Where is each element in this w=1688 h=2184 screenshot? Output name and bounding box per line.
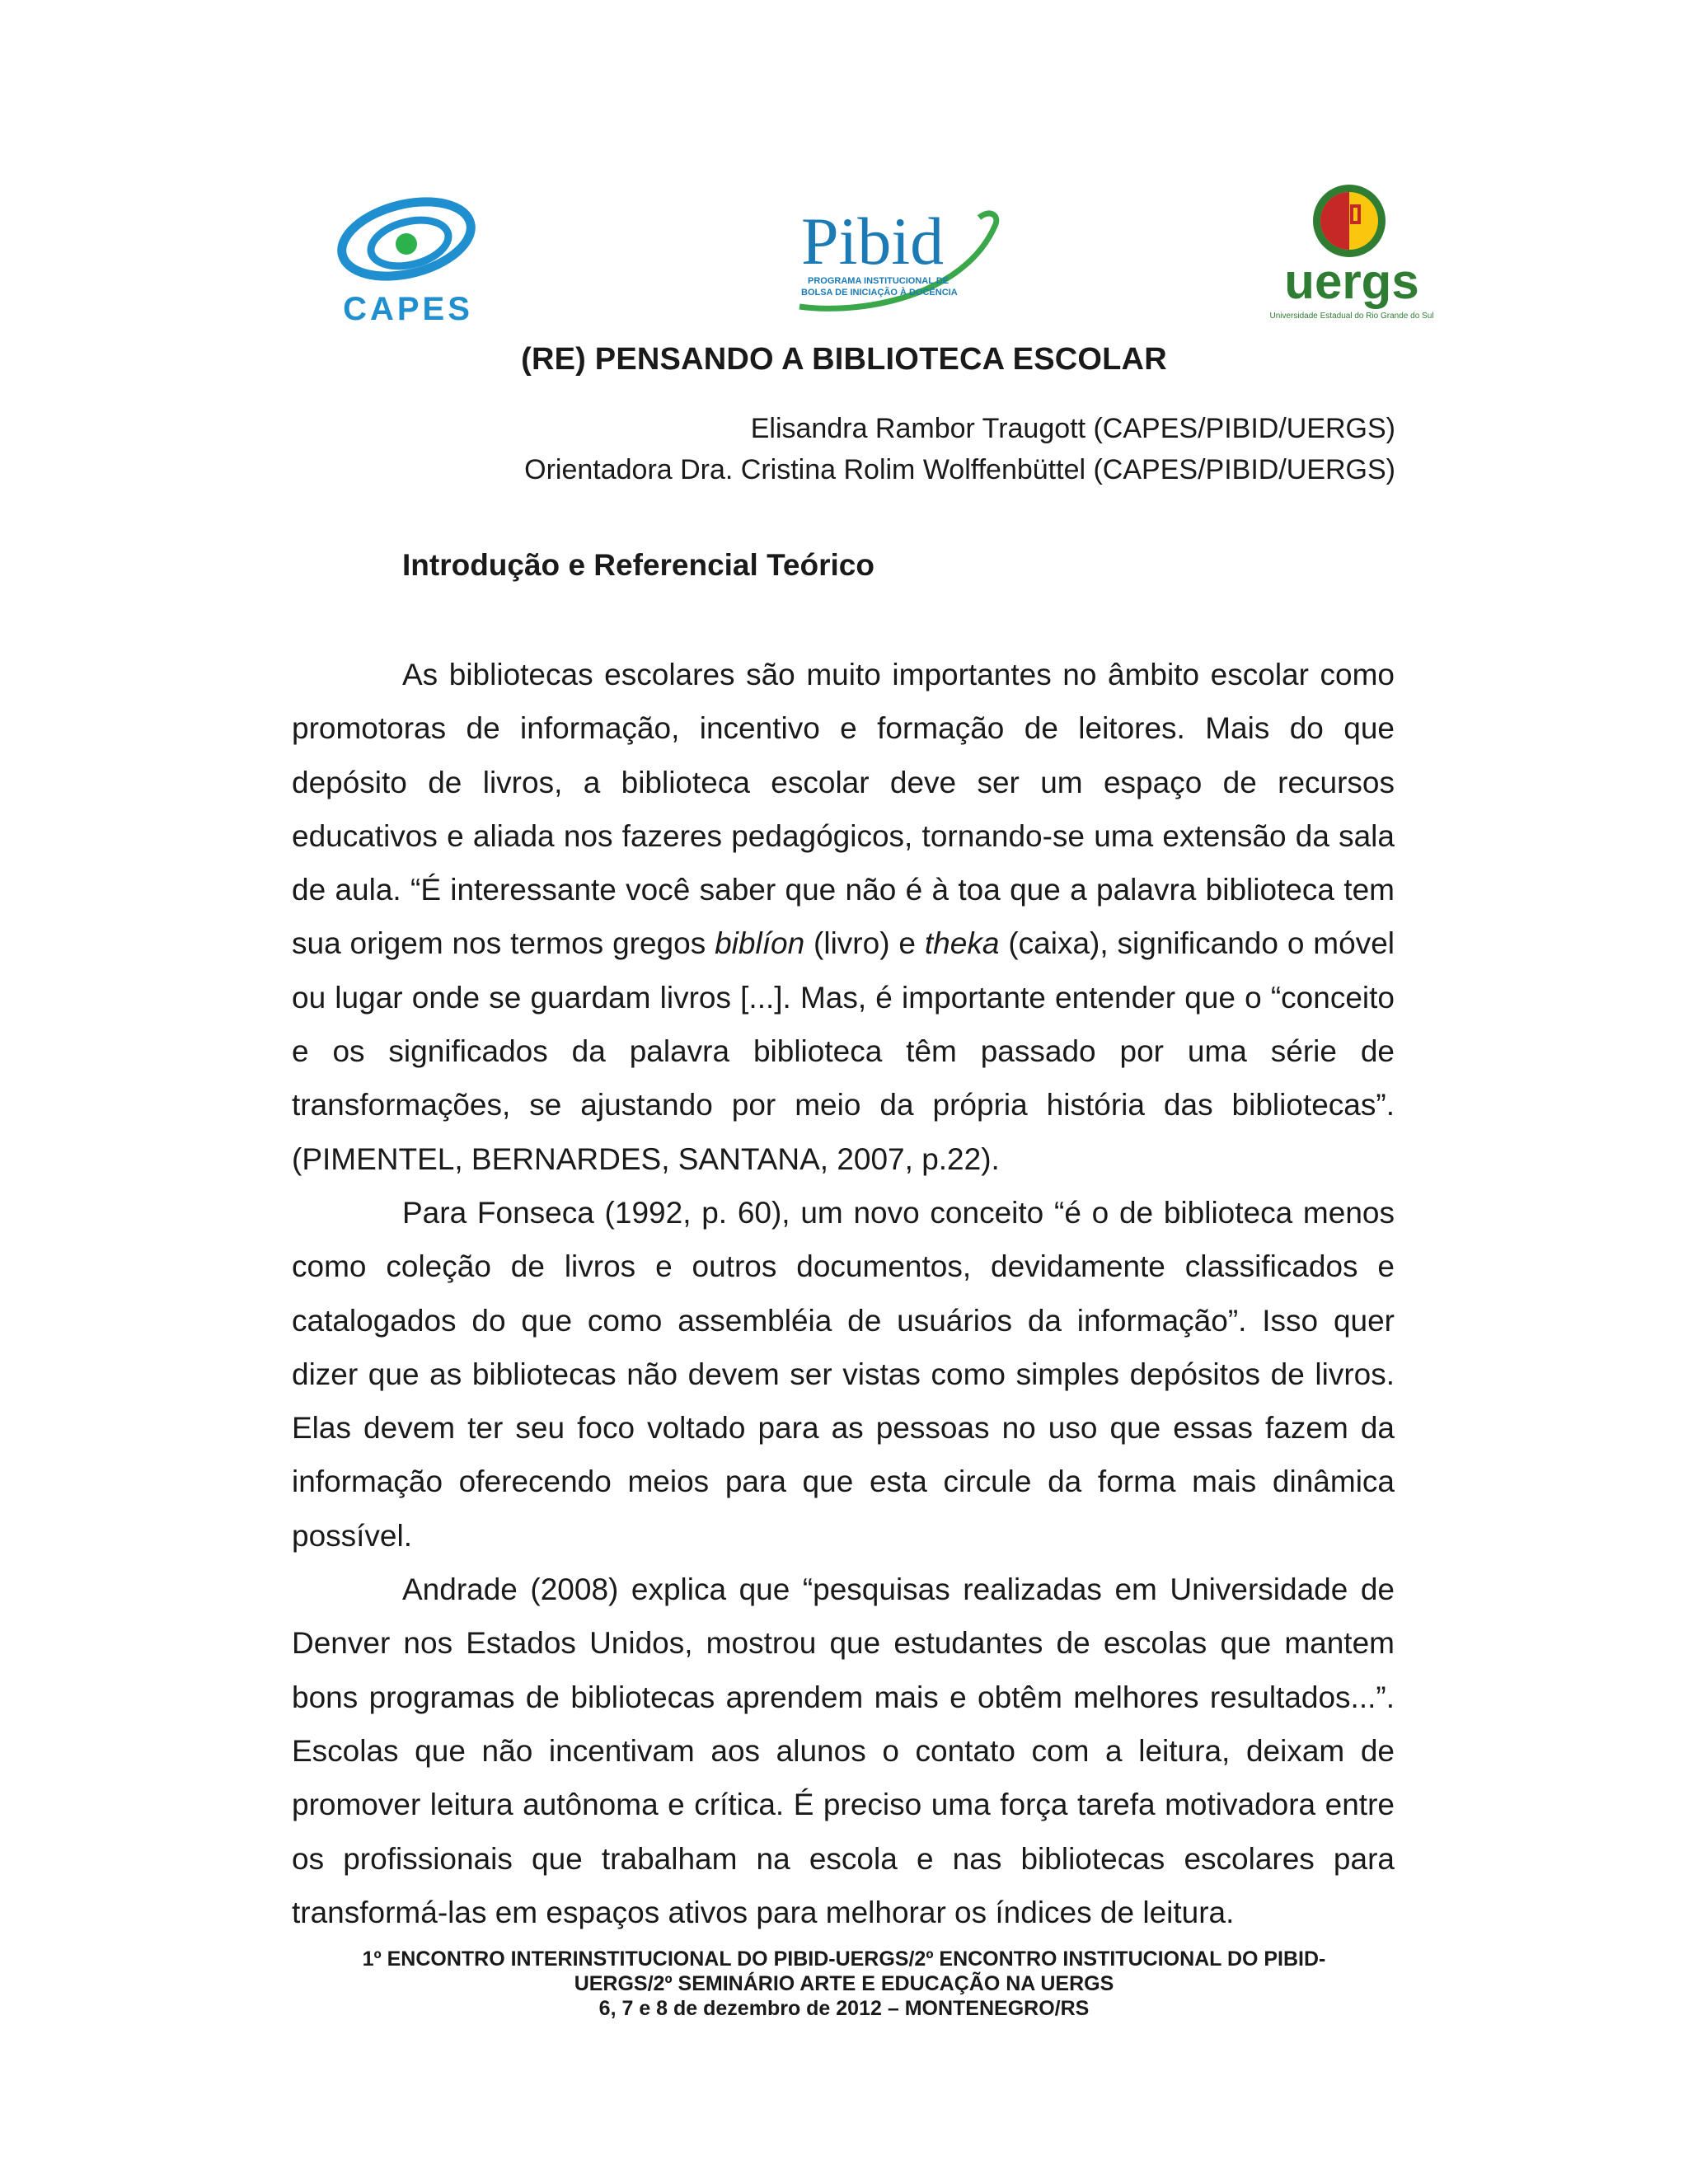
paragraph-1: As bibliotecas escolares são muito importantes no âmbito escolar como promotoras de informação, incentivo e formação de leitores. Mais do que depósito de livros, a biblioteca escolar deve ser um espaço de recursos educativos e aliada nos fazeres pedagógicos, tornando-se uma extensão da sala de aula. “É interessante você saber que não é à toa que a palavra biblioteca tem sua origem nos termos gregos biblíon (livro) e theka (caixa), significando o móvel ou lugar onde se guardam livros [...]. Mas, é importante entender que o “conceito e os significados da palavra biblioteca têm passado por uma série de transformações, se ajustando por meio da própria história das bibliotecas”. (PIMENTEL, BERNARDES, SANTANA, 2007, p.22).	[292, 658, 1395, 1176]
uergs-logo-text: uergs	[1284, 254, 1419, 309]
logo-header	[0, 173, 1688, 326]
authors-block	[524, 408, 1395, 490]
footer-line-1: 1º ENCONTRO INTERINSTITUCIONAL DO PIBID-UERGS/2º ENCONTRO INSTITUCIONAL DO PIBID-	[362, 1947, 1326, 1971]
advisor-line: Orientadora Dra. Cristina Rolim Wolffenbüttel (CAPES/PIBID/UERGS)	[524, 454, 1395, 485]
footer-line-3: 6, 7 e 8 de dezembro de 2012 – MONTENEGRO/RS	[598, 1997, 1090, 2020]
term-theka: theka	[924, 926, 1000, 961]
pibid-logo-subtitle-2: BOLSA DE INICIAÇÃO À DOCÊNCIA	[801, 288, 958, 298]
uergs-logo	[1269, 181, 1434, 326]
paper-title: (RE) PENSANDO A BIBLIOTECA ESCOLAR	[521, 342, 1167, 377]
body-text	[292, 648, 1395, 1939]
pibid-logo-subtitle-1: PROGRAMA INSTITUCIONAL DE	[808, 276, 950, 286]
term-biblion: biblíon	[715, 926, 805, 961]
pibid-logo-text: Pibid	[801, 204, 945, 279]
author-line: Elisandra Rambor Traugott (CAPES/PIBID/UERGS)	[750, 413, 1395, 444]
section-heading: Introdução e Referencial Teórico	[402, 548, 874, 582]
capes-logo-text: CAPES	[343, 291, 473, 326]
paragraph-2: Para Fonseca (1992, p. 60), um novo conceito “é o de biblioteca menos como coleção de livros e outros documentos, devidamente classificados e catalogados do que como assembléia de usuários da informação”. Isso quer dizer que as bibliotecas não devem ser vistas como simples depósitos de livros. Elas devem ter seu foco voltado para as pessoas no uso que essas fazem da informação oferecendo meios para que esta circule da forma mais dinâmica possível.	[292, 1195, 1395, 1553]
capes-logo	[334, 181, 482, 326]
footer-line-2: UERGS/2º SEMINÁRIO ARTE E EDUCAÇÃO NA UERGS	[574, 1972, 1114, 1995]
page-footer	[0, 1947, 1688, 2021]
paragraph-3: Andrade (2008) explica que “pesquisas realizadas em Universidade de Denver nos Estados Unidos, mostrou que estudantes de escolas que mantem bons programas de bibliotecas aprendem mais e obtêm melhores resultados...”. Escolas que não incentivam aos alunos o contato com a leitura, deixam de promover leitura autônoma e crítica. É preciso uma força tarefa motivadora entre os profissionais que trabalham na escola e nas bibliotecas escolares para transformá-las em espaços ativos para melhorar os índices de leitura.	[292, 1572, 1395, 1929]
uergs-logo-subtitle: Universidade Estadual do Rio Grande do Sul	[1269, 312, 1434, 321]
pibid-logo	[783, 191, 1006, 315]
